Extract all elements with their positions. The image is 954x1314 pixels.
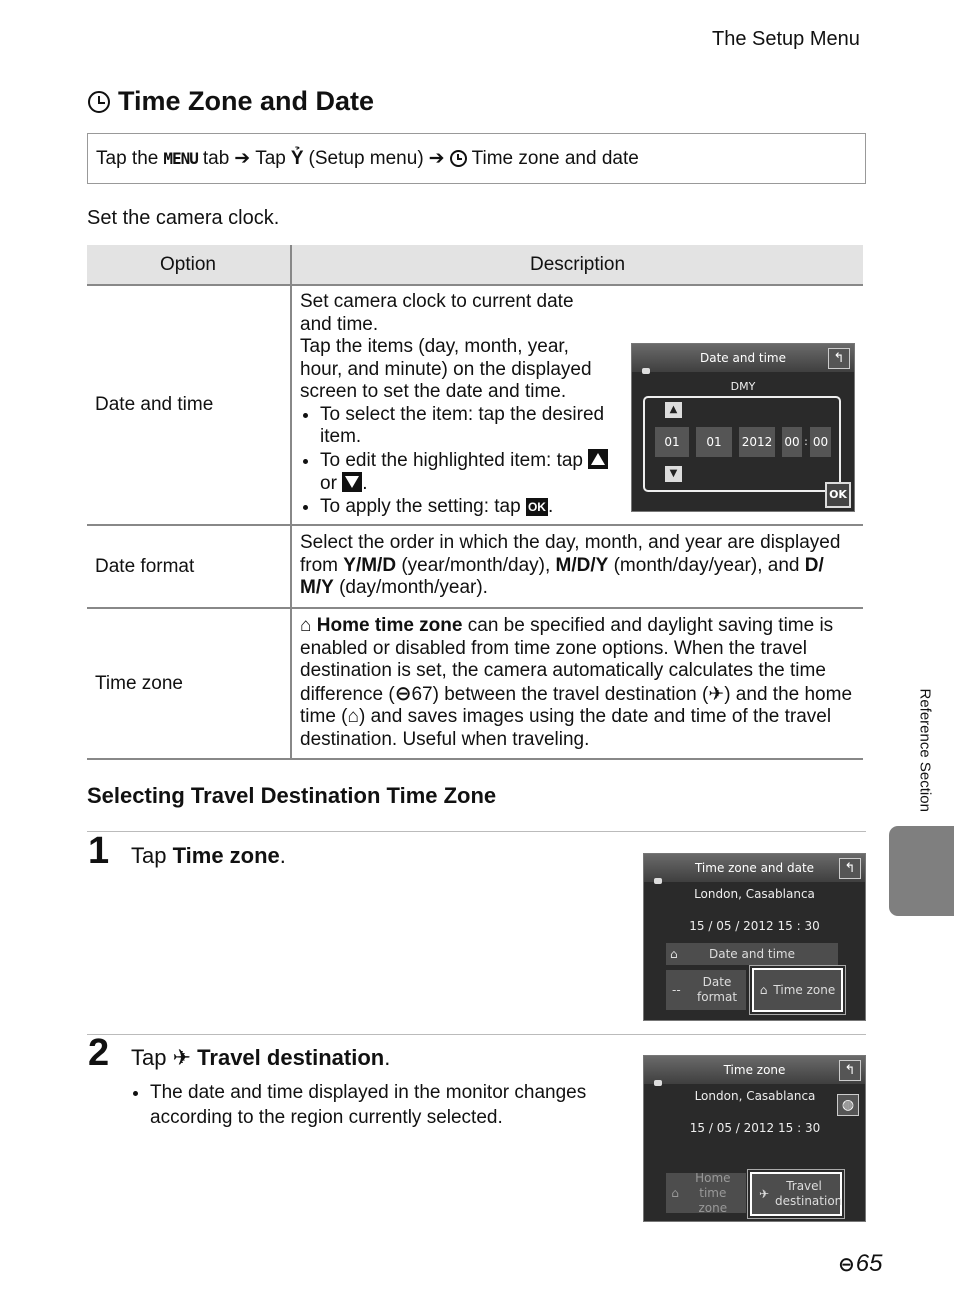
home-icon: ⌂ [300,615,312,636]
table-row [87,525,863,608]
time-separator: : [804,435,808,448]
down-arrow-icon: ▼ [665,466,682,482]
camera-screen-date-time [631,343,855,512]
nav-text: Time zone and date [471,147,639,169]
step-number: 2 [88,1032,110,1074]
menu-tab-icon: MENU [163,149,198,168]
table-header-row [87,245,863,285]
description-cell [291,285,863,525]
list-item: • The date and time displayed in the monitor changes according to the region currently selected. [150,1080,602,1130]
year-field: 2012 [739,427,775,457]
screen-title: Time zone and date [644,854,865,882]
reference-icon: ⊖ [394,682,412,705]
minute-field: 00 [810,427,831,457]
down-arrow-icon [342,472,362,492]
home-icon: ⌂ [670,946,678,961]
page-number: ⊖ 65 [838,1250,883,1277]
home-icon: ⌂ [759,982,768,997]
section-tab [889,826,954,916]
back-icon: ↰ [839,858,861,879]
clock-icon [88,91,110,113]
list-item: • To select the item: tap the desired item. [320,404,620,449]
day-field: 01 [655,427,689,457]
month-field: 01 [696,427,732,457]
section-side-label: Reference Section [916,688,934,812]
ok-button-icon: OK [825,482,851,508]
table-row [87,285,863,525]
list-item: • To edit the highlighted item: tap or . [320,449,620,496]
back-icon: ↰ [839,1060,861,1081]
location-text: London, Casablanca [694,887,815,901]
nav-text: Tap the [96,147,159,169]
list-item: • To apply the setting: tap OK . [320,496,620,519]
step-note [132,1080,602,1130]
table-row [87,608,863,759]
screen-title: Date and time [632,344,854,372]
nav-text: (Setup menu) [308,147,424,169]
time-zone-button: ⌂ Time zone [752,968,843,1012]
datetime-text: 15 / 05 / 2012 15 : 30 [689,919,820,933]
up-arrow-icon: ▲ [665,402,682,418]
home-icon: ⌂ [347,706,359,727]
description-cell: ⌂ Home time zone can be specified and daylight saving time is enabled or disabled from time zone options. When the travel destination is set, the camera automatically calculates the time difference (⊖67) between the travel destination (✈) and the home time (⌂) and saves images using the date and time of the travel destination. Useful when traveling. [291,608,863,759]
column-header-option: Option [87,245,291,285]
step-instruction: Tap Time zone. [131,843,286,868]
home-time-zone-button: ⌂ Home time zone [666,1173,746,1213]
desc-text: Tap the items (day, month, year, hour, and minute) on the displayed screen to set the date and time. [300,336,592,402]
desc-text: Set camera clock to current date and time. [300,291,574,335]
travel-destination-button: ✈ Travel destination [750,1172,842,1216]
up-arrow-icon [588,449,608,469]
screen-title: Time zone [644,1056,865,1084]
step-instruction: Tap ✈ Travel destination. [131,1045,391,1070]
arrow-right-icon: ➔ [234,148,251,169]
hour-field: 00 [782,427,802,457]
home-icon: ⌂ [671,1185,679,1200]
scroll-handle [654,1080,662,1086]
divider [87,1034,866,1035]
back-icon: ↰ [828,348,850,369]
description-cell: Select the order in which the day, month, and year are displayed from Y/M/D (year/month/day), M/D/Y (month/day/year), and D/ M/Y (day/month/year). [291,525,863,608]
clock-icon [450,150,467,167]
reference-icon: ⊖ [838,1253,855,1276]
step-number: 1 [88,830,110,872]
page-title [88,86,374,117]
page-title-text: Time Zone and Date [118,86,375,116]
menu-path-box [87,133,866,184]
options-table [87,245,863,760]
date-format-label: DMY [730,380,756,393]
wrench-icon: Ỷ [290,147,304,169]
running-header: The Setup Menu [712,28,860,50]
datetime-text: 15 / 05 / 2012 15 : 30 [689,1121,821,1135]
location-text: London, Casablanca [694,1089,816,1103]
camera-screen-time-zone [643,1055,866,1222]
travel-icon: ✈ [758,1186,770,1201]
travel-icon: ✈ [708,683,725,705]
section-heading: Selecting Travel Destination Time Zone [87,783,497,808]
nav-text: Tap [255,147,286,169]
divider [87,831,866,832]
option-cell: Time zone [87,608,291,759]
arrow-right-icon: ➔ [428,148,445,169]
scroll-handle [642,368,650,374]
intro-text: Set the camera clock. [87,207,280,229]
ok-icon: OK [527,499,546,514]
option-cell: Date and time [87,285,291,525]
column-header-description: Description [291,245,863,285]
scroll-handle [654,878,662,884]
camera-screen-time-zone-and-date [643,853,866,1021]
globe-icon: ◍ [837,1094,859,1116]
nav-text: tab [202,147,230,169]
date-and-time-button: ⌂ Date and time [666,943,838,965]
option-cell: Date format [87,525,291,608]
date-format-button: -- Date format [666,970,746,1010]
travel-icon: ✈ [172,1045,192,1070]
